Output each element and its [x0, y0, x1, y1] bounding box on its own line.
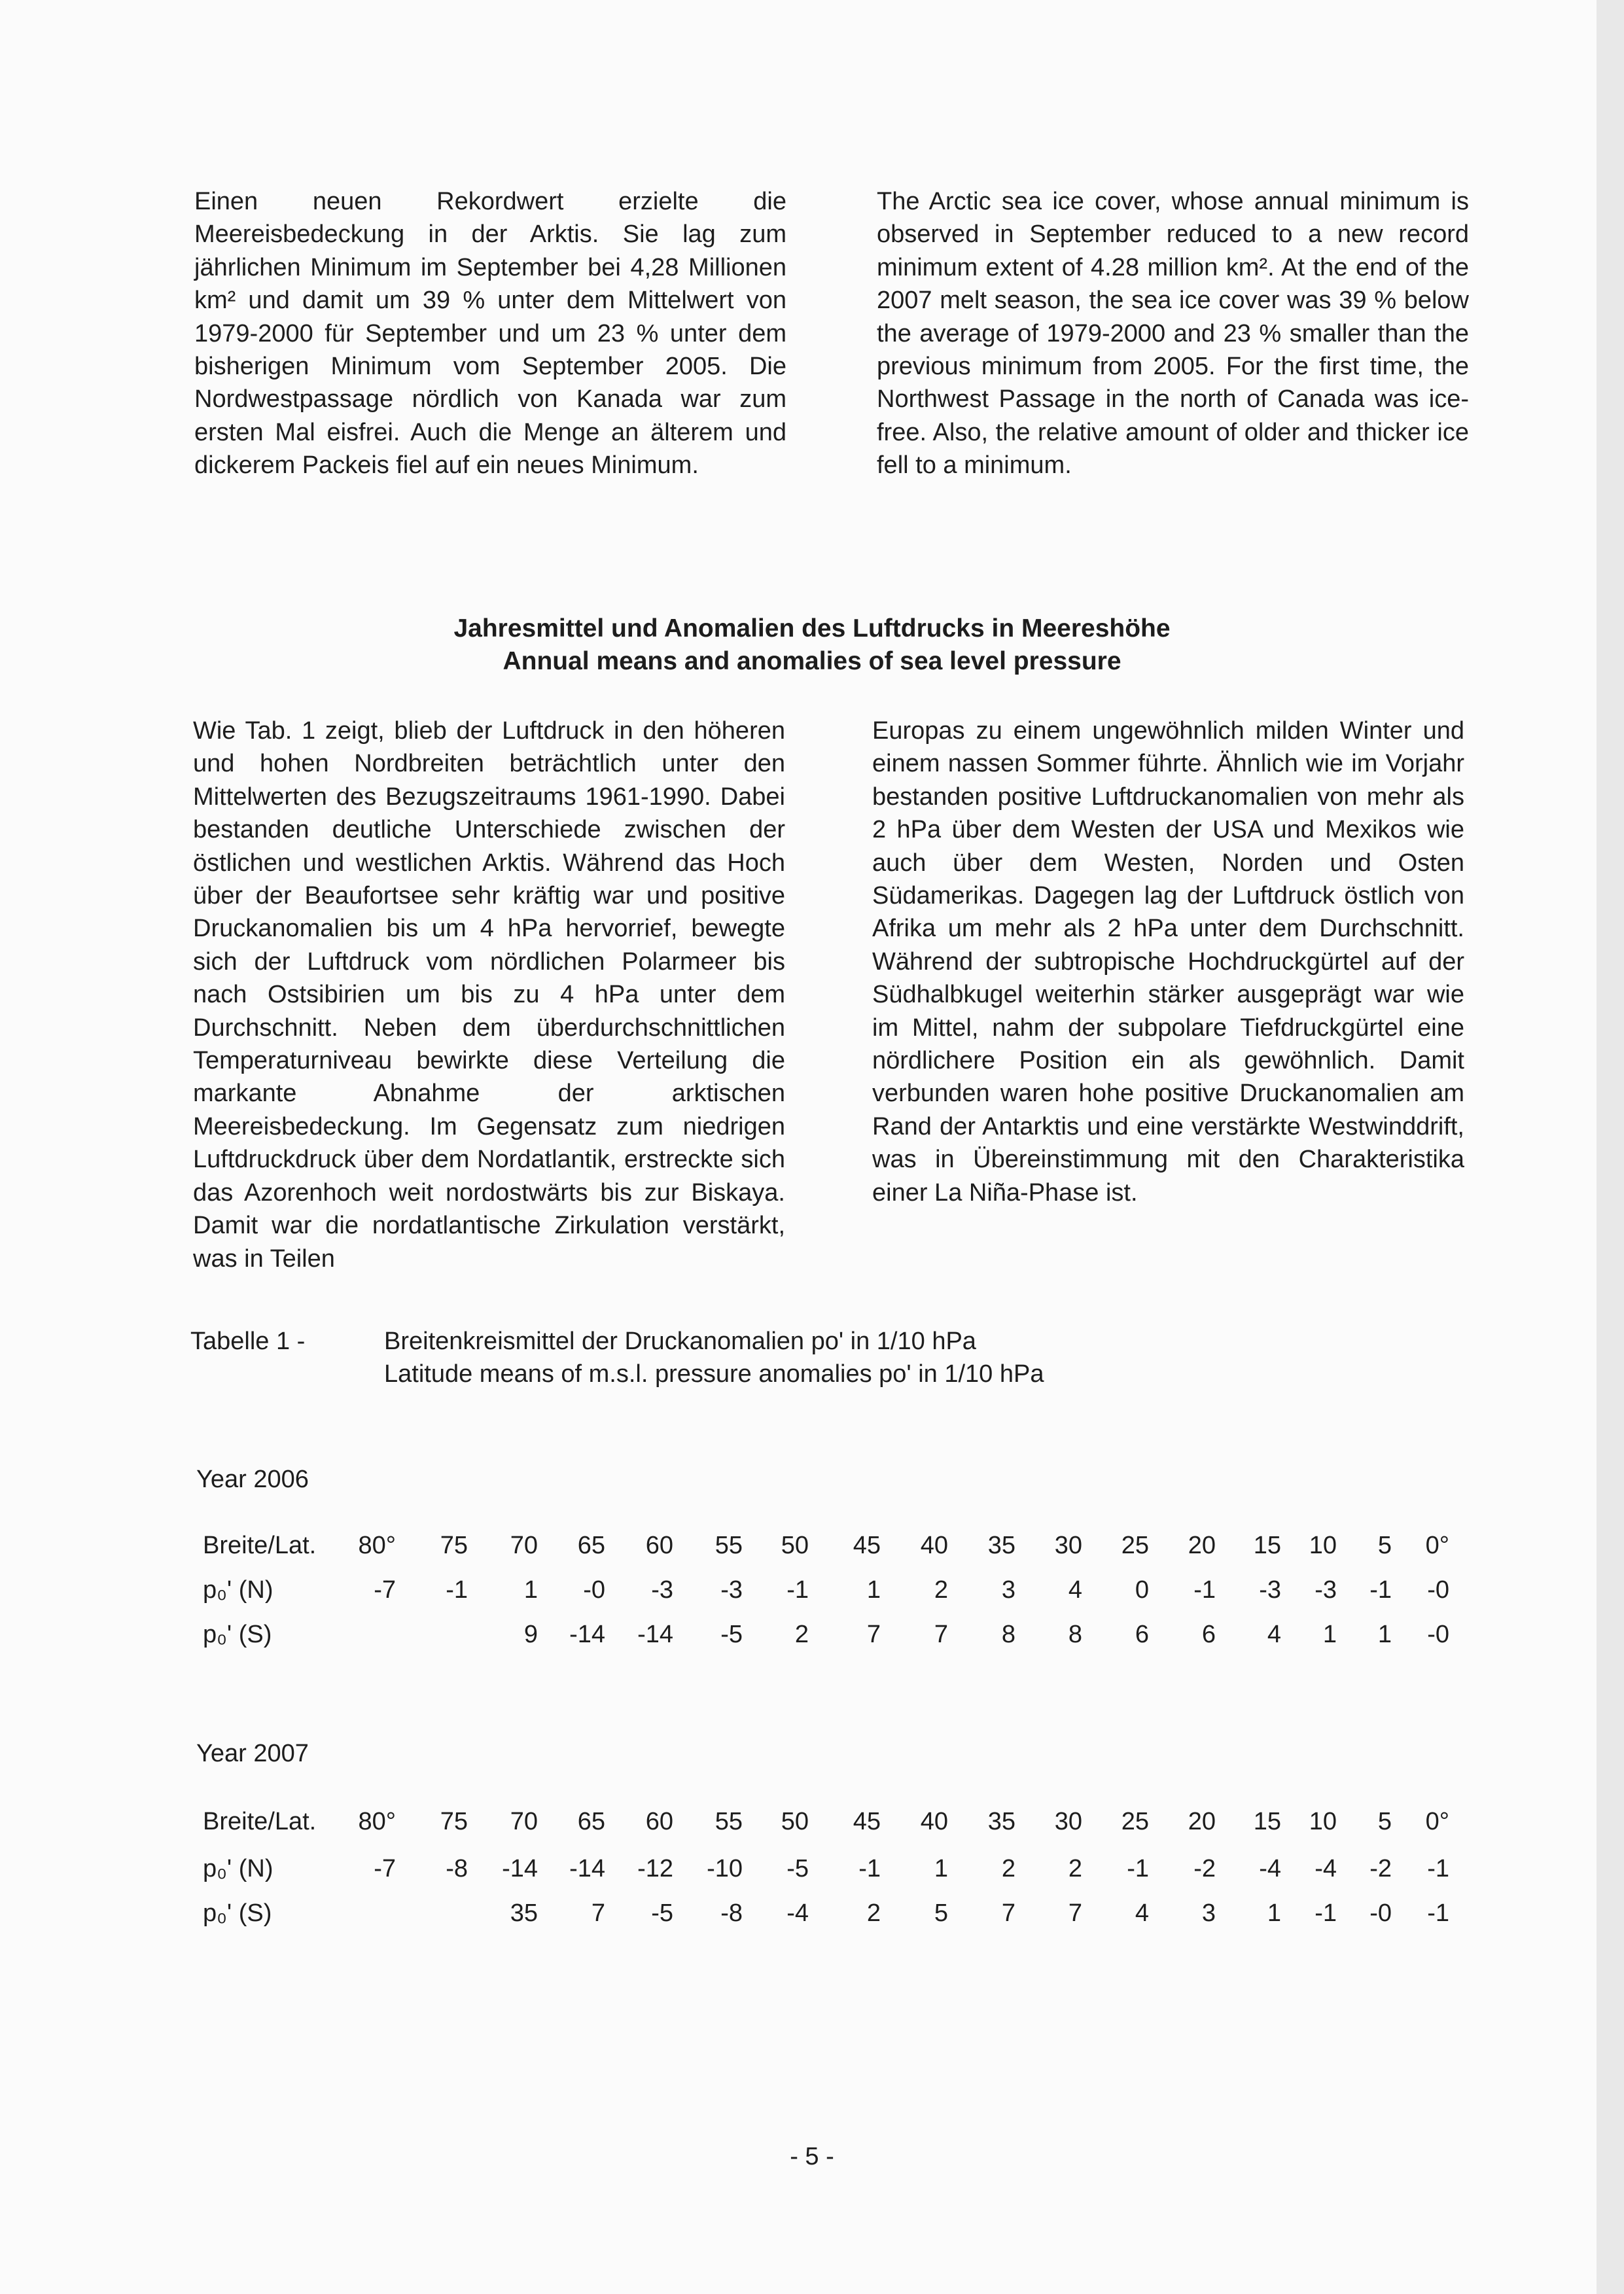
table-cell: -1 — [1427, 1899, 1449, 1927]
table-cell: 20 — [1188, 1808, 1216, 1835]
table-cell: 30 — [1054, 1532, 1082, 1559]
table-cell: 75 — [440, 1808, 468, 1835]
table-cell: 25 — [1121, 1808, 1149, 1835]
section-heading-en: Annual means and anomalies of sea level pressure — [503, 647, 1121, 675]
table-cell: -0 — [1427, 1621, 1449, 1648]
table-cell: 5 — [1377, 1808, 1392, 1835]
table-cell: 7 — [591, 1899, 605, 1927]
table-cell: 1 — [1377, 1621, 1392, 1648]
table-cell: -5 — [786, 1855, 809, 1882]
table-cell: 0° — [1425, 1808, 1449, 1835]
table-cell: -0 — [583, 1576, 605, 1604]
table-row-south-2006 — [0, 1612, 1624, 1657]
row-label: Breite/Lat. — [203, 1808, 317, 1835]
table-cell: 0° — [1425, 1532, 1449, 1559]
table-cell: -1 — [1193, 1576, 1216, 1604]
table-cell: 65 — [577, 1808, 605, 1835]
table-cell: -2 — [1193, 1855, 1216, 1882]
table-cell: 7 — [1068, 1899, 1082, 1927]
table-cell: -14 — [569, 1855, 605, 1882]
table-cell: -3 — [1315, 1576, 1337, 1604]
table-row-north-2007 — [0, 1846, 1624, 1891]
table-cell: 1 — [934, 1855, 948, 1882]
table-cell: 7 — [934, 1621, 948, 1648]
table-row-north-2006 — [0, 1568, 1624, 1612]
table-cell: 1 — [1267, 1899, 1281, 1927]
row-label: p₀' (N) — [203, 1576, 274, 1604]
table-caption-en: Latitude means of m.s.l. pressure anomalies po' in 1/10 hPa — [384, 1360, 1044, 1388]
table-cell: 2 — [934, 1576, 948, 1604]
table-row-south-2007 — [0, 1891, 1624, 1935]
intro-text-de: Einen neuen Rekordwert erzielte die Meereisbedeckung in der Arktis. Sie lag zum jährlichen Minimum im September bei 4,28 Millionen km² und damit um 39 % unter dem Mittelwert von 1979-2000 für September und um 23 % unter dem bisherigen Minimum vom September 2005. Die Nordwestpassage nördlich von Kanada war zum ersten Mal eisfrei. Auch die Menge an älterem und dickerem Packeis fiel auf ein neues Minimum. — [194, 188, 786, 480]
table-cell: 1 — [523, 1576, 538, 1604]
table-cell: 15 — [1253, 1532, 1281, 1559]
row-label: p₀' (N) — [203, 1855, 274, 1882]
table-cell: 2 — [866, 1899, 881, 1927]
table-caption-label: Tabelle 1 - — [190, 1328, 306, 1355]
table-cell: 2 — [1001, 1855, 1015, 1882]
intro-text-en: The Arctic sea ice cover, whose annual minimum is observed in September reduced to a new record minimum extent of 4.28 million km². At the end of the 2007 melt season, the sea ice cover was 39 % below the average of 1979-2000 and 23 % smaller than the previous minimum from 2005. For the first time, the Northwest Passage in the north of Canada was ice-free. Also, the relative amount of older and thicker ice fell to a minimum. — [877, 188, 1469, 480]
table-cell: 60 — [645, 1808, 673, 1835]
table-cell: -4 — [1259, 1855, 1281, 1882]
table-cell: 35 — [987, 1808, 1015, 1835]
table-cell: 35 — [987, 1532, 1015, 1559]
table-caption-de: Breitenkreismittel der Druckanomalien po' in 1/10 hPa — [384, 1328, 976, 1355]
table-cell: 1 — [1322, 1621, 1337, 1648]
table-cell: 2 — [794, 1621, 809, 1648]
table-cell: 1 — [866, 1576, 881, 1604]
table-cell: 7 — [1001, 1899, 1015, 1927]
table-row-lat-2006 — [0, 1523, 1624, 1568]
year-2007-label: Year 2007 — [196, 1740, 309, 1767]
table-cell: -3 — [1259, 1576, 1281, 1604]
table-cell: 6 — [1135, 1621, 1149, 1648]
table-cell: -1 — [446, 1576, 468, 1604]
table-cell: 5 — [1377, 1532, 1392, 1559]
row-label: p₀' (S) — [203, 1621, 272, 1648]
table-cell: 3 — [1001, 1576, 1015, 1604]
table-cell: 15 — [1253, 1808, 1281, 1835]
table-cell: -3 — [720, 1576, 743, 1604]
table-cell: 10 — [1309, 1532, 1337, 1559]
table-cell: 50 — [781, 1808, 809, 1835]
table-cell: 35 — [510, 1899, 538, 1927]
table-cell: -5 — [651, 1899, 673, 1927]
year-2006-label: Year 2006 — [196, 1466, 309, 1493]
table-cell: -1 — [1427, 1855, 1449, 1882]
table-cell: -5 — [720, 1621, 743, 1648]
table-cell: 0 — [1135, 1576, 1149, 1604]
table-cell: -14 — [637, 1621, 673, 1648]
pressure-text-en: Europas zu einem ungewöhnlich milden Winter und einem nassen Sommer führte. Ähnlich wie im Vorjahr bestanden positive Luftdruckanomalien von mehr als 2 hPa über dem Westen der USA und Mexikos wie auch über dem Westen, Norden und Osten Südamerikas. Dagegen lag der Luftdruck östlich von Afrika um mehr als 2 hPa unter dem Durchschnitt. Während der subtropische Hochdruckgürtel auf der Südhalbkugel weiterhin stärker ausgeprägt war wie im Mittel, nahm der subpolare Tiefdruckgürtel eine nördlichere Position ein als gewöhnlich. Damit verbunden waren hohe positive Druckanomalien am Rand der Antarktis und eine verstärkte Westwinddrift, was in Übereinstimmung mit den Charakteristika einer La Niña-Phase ist. — [872, 717, 1464, 1207]
table-cell: -8 — [720, 1899, 743, 1927]
table-cell: -14 — [569, 1621, 605, 1648]
table-cell: 20 — [1188, 1532, 1216, 1559]
table-cell: -4 — [786, 1899, 809, 1927]
table-cell: 80° — [358, 1532, 396, 1559]
table-cell: -14 — [502, 1855, 538, 1882]
table-cell: -1 — [858, 1855, 881, 1882]
table-cell: -1 — [1127, 1855, 1149, 1882]
table-cell: -7 — [374, 1855, 396, 1882]
table-cell: 50 — [781, 1532, 809, 1559]
table-cell: 3 — [1201, 1899, 1216, 1927]
table-cell: 5 — [934, 1899, 948, 1927]
table-cell: 8 — [1001, 1621, 1015, 1648]
table-cell: 7 — [866, 1621, 881, 1648]
table-cell: 45 — [853, 1532, 881, 1559]
table-cell: 40 — [920, 1532, 948, 1559]
table-cell: -4 — [1315, 1855, 1337, 1882]
table-row-lat-2007 — [0, 1799, 1624, 1844]
table-cell: -1 — [786, 1576, 809, 1604]
table-cell: -10 — [707, 1855, 743, 1882]
table-cell: -7 — [374, 1576, 396, 1604]
table-cell: -3 — [651, 1576, 673, 1604]
table-cell: 25 — [1121, 1532, 1149, 1559]
table-cell: -1 — [1315, 1899, 1337, 1927]
table-cell: 8 — [1068, 1621, 1082, 1648]
scan-edge — [1597, 0, 1624, 2294]
table-cell: -0 — [1369, 1899, 1392, 1927]
table-cell: 4 — [1267, 1621, 1281, 1648]
table-cell: 4 — [1068, 1576, 1082, 1604]
page-number: - 5 - — [790, 2143, 834, 2170]
table-cell: 9 — [523, 1621, 538, 1648]
table-cell: 80° — [358, 1808, 396, 1835]
table-cell: 75 — [440, 1532, 468, 1559]
table-cell: 10 — [1309, 1808, 1337, 1835]
table-cell: 45 — [853, 1808, 881, 1835]
row-label: Breite/Lat. — [203, 1532, 317, 1559]
table-cell: -12 — [637, 1855, 673, 1882]
table-cell: 60 — [645, 1532, 673, 1559]
table-cell: 70 — [510, 1532, 538, 1559]
table-cell: -8 — [446, 1855, 468, 1882]
row-label: p₀' (S) — [203, 1899, 272, 1927]
table-cell: -2 — [1369, 1855, 1392, 1882]
table-cell: -0 — [1427, 1576, 1449, 1604]
table-cell: 30 — [1054, 1808, 1082, 1835]
table-cell: 40 — [920, 1808, 948, 1835]
table-cell: -1 — [1369, 1576, 1392, 1604]
table-cell: 4 — [1135, 1899, 1149, 1927]
table-cell: 70 — [510, 1808, 538, 1835]
section-heading-de: Jahresmittel und Anomalien des Luftdrucks in Meereshöhe — [453, 614, 1171, 643]
table-cell: 6 — [1201, 1621, 1216, 1648]
pressure-text-de: Wie Tab. 1 zeigt, blieb der Luftdruck in den höheren und hohen Nordbreiten beträchtlich unter den Mittelwerten des Bezugszeitraums 1961-1990. Dabei bestanden deutliche Unterschiede zwischen der östlichen und westlichen Arktis. Während das Hoch über der Beaufortsee sehr kräftig war und positive Druckanomalien bis um 4 hPa hervorrief, bewegte sich der Luftdruck vom nördlichen Polarmeer bis nach Ostsibirien um bis zu 4 hPa unter dem Durchschnitt. Neben dem überdurchschnittlichen Temperaturniveau bewirkte diese Verteilung die markante Abnahme der arktischen Meereisbedeckung. Im Gegensatz zum niedrigen Luftdruckdruck über dem Nordatlantik, erstreckte sich das Azorenhoch weit nordostwärts bis zur Biskaya. Damit war die nordatlantische Zirkulation verstärkt, was in Teilen — [193, 717, 785, 1273]
table-cell: 55 — [715, 1808, 743, 1835]
table-cell: 2 — [1068, 1855, 1082, 1882]
table-cell: 65 — [577, 1532, 605, 1559]
table-cell: 55 — [715, 1532, 743, 1559]
